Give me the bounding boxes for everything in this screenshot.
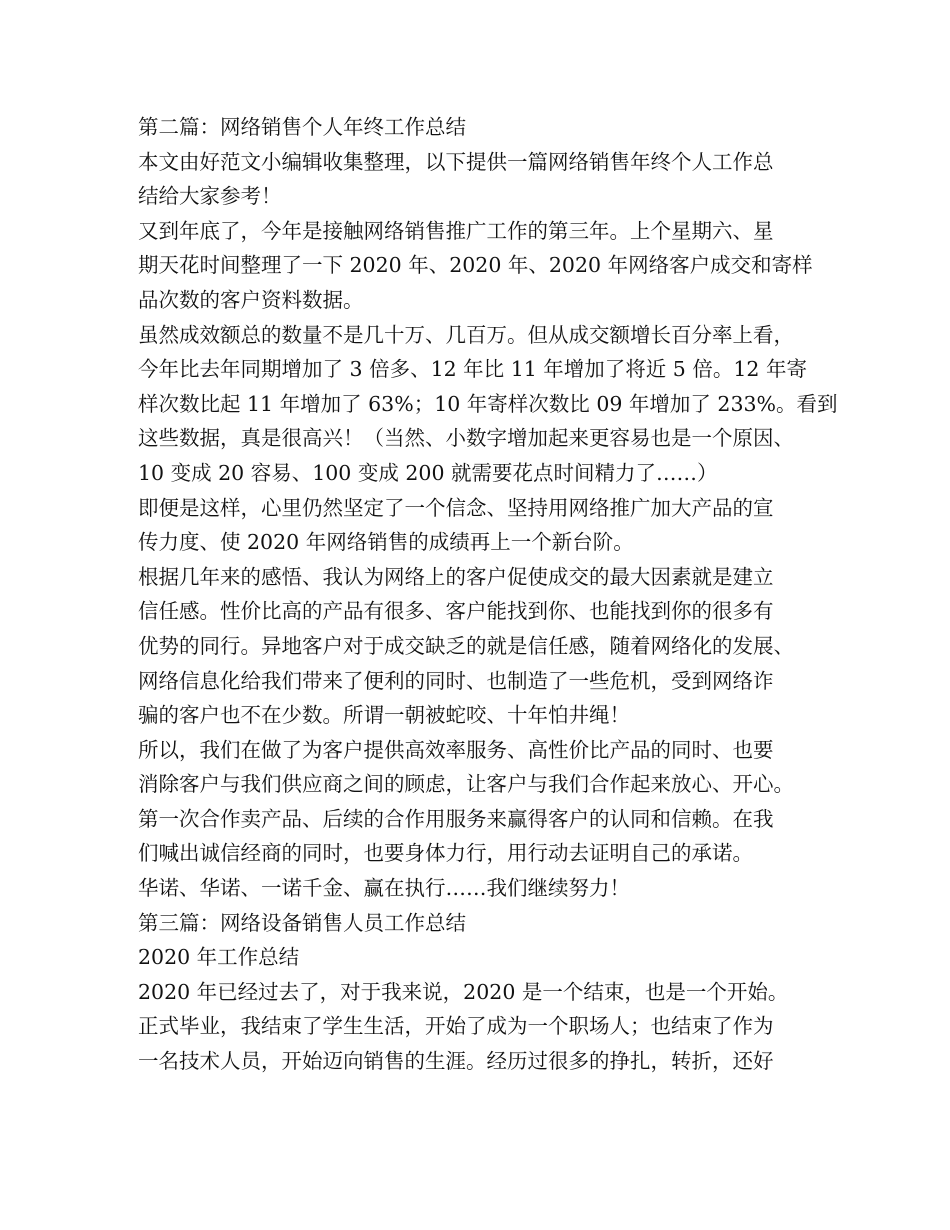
text-line: 第一次合作卖产品、后续的合作用服务来赢得客户的认同和信赖。在我: [138, 806, 774, 831]
text-line: 即便是这样，心里仍然坚定了一个信念、坚持用网络推广加大产品的宣: [138, 495, 774, 520]
text-line: 骗的客户也不在少数。所谓一朝被蛇咬、十年怕井绳！: [138, 703, 630, 728]
text-line: 消除客户与我们供应商之间的顾虑，让客户与我们合作起来放心、开心。: [138, 772, 794, 797]
text-line: 2020 年已经过去了，对于我来说，2020 是一个结束，也是一个开始。: [138, 979, 789, 1004]
text-line: 今年比去年同期增加了 3 倍多、12 年比 11 年增加了将近 5 倍。12 年寄: [138, 357, 807, 382]
heading-part-three: 第三篇：网络设备销售人员工作总结: [138, 910, 466, 935]
text-line: 虽然成效额总的数量不是几十万、几百万。但从成交额增长百分率上看，: [138, 322, 794, 347]
text-line: 品次数的客户资料数据。: [138, 287, 364, 312]
text-line: 样次数比起 11 年增加了 63%；10 年寄样次数比 09 年增加了 233%。看到: [138, 391, 838, 416]
text-line: 传力度、使 2020 年网络销售的成绩再上一个新台阶。: [138, 530, 634, 555]
text-line: 本文由好范文小编辑收集整理，以下提供一篇网络销售年终个人工作总: [138, 149, 774, 174]
text-line: 一名技术人员，开始迈向销售的生涯。经历过很多的挣扎，转折，还好: [138, 1049, 774, 1074]
text-line: 优势的同行。异地客户对于成交缺乏的就是信任感，随着网络化的发展、: [138, 633, 794, 658]
text-line: 华诺、华诺、一诺千金、赢在执行……我们继续努力！: [138, 876, 630, 901]
text-line: 10 变成 20 容易、100 变成 200 就需要花点时间精力了……）: [138, 460, 718, 485]
text-line: 根据几年来的感悟、我认为网络上的客户促使成交的最大因素就是建立: [138, 564, 774, 589]
subheading-annual-summary: 2020 年工作总结: [138, 945, 300, 970]
text-line: 网络信息化给我们带来了便利的同时、也制造了一些危机，受到网络诈: [138, 668, 774, 693]
text-line: 结给大家参考！: [138, 184, 282, 209]
text-line: 这些数据，真是很高兴！（当然、小数字增加起来更容易也是一个原因、: [138, 426, 794, 451]
text-line: 信任感。性价比高的产品有很多、客户能找到你、也能找到你的很多有: [138, 599, 774, 624]
document-body: [138, 110, 838, 1079]
heading-part-two: 第二篇：网络销售个人年终工作总结: [138, 115, 466, 139]
text-line: 所以，我们在做了为客户提供高效率服务、高性价比产品的同时、也要: [138, 737, 774, 762]
text-line: 又到年底了，今年是接触网络销售推广工作的第三年。上个星期六、星: [138, 218, 774, 243]
text-line: 期天花时间整理了一下 2020 年、2020 年、2020 年网络客户成交和寄样: [138, 253, 813, 278]
text-line: 正式毕业，我结束了学生生活，开始了成为一个职场人；也结束了作为: [138, 1014, 774, 1039]
text-line: 们喊出诚信经商的同时，也要身体力行，用行动去证明自己的承诺。: [138, 841, 753, 866]
